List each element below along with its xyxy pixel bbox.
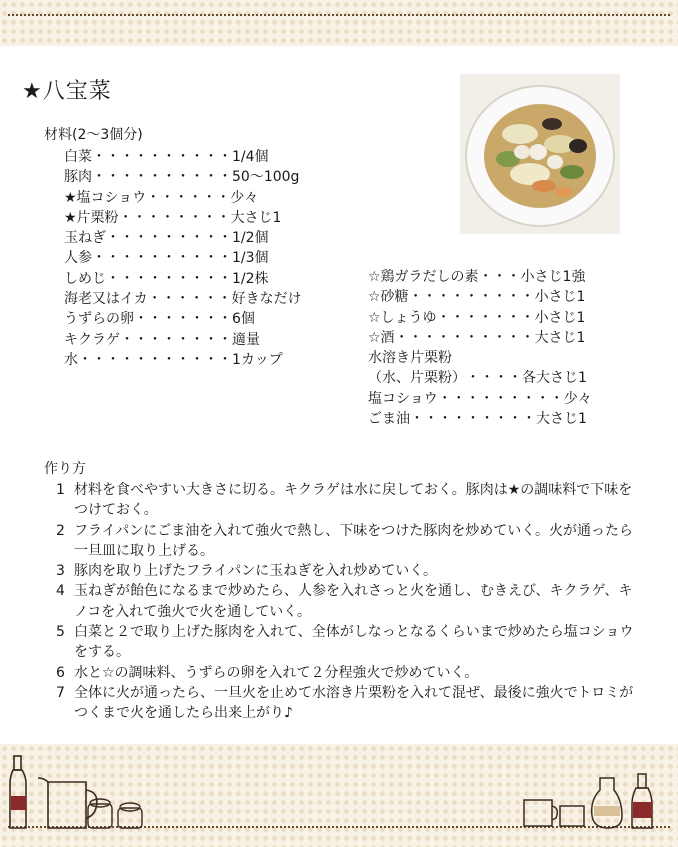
cups-and-bottles-illustration (518, 770, 668, 832)
step-number: 4 (56, 583, 65, 600)
ingredient-name: 海老又はイカ (64, 291, 148, 308)
seasoning-name: 塩コショウ (368, 390, 438, 407)
seasoning-leader-dots: ・・・・・・・・・ (408, 289, 535, 306)
ingredient-amount: 1/2株 (232, 270, 269, 287)
seasoning-row (368, 308, 628, 328)
step-number: 5 (56, 624, 65, 641)
ingredient-leader-dots: ・・・・・・・・・・ (92, 149, 232, 165)
ingredient-name: ★塩コショウ (64, 189, 147, 206)
seasoning-leader-dots: ・・・・ (466, 370, 522, 387)
ingredient-row (64, 330, 302, 350)
step-text: 豚肉を取り上げたフライパンに玉ねぎを入れ炒めていく。 (74, 563, 438, 580)
seasoning-name: ☆鶏ガラだしの素 (368, 269, 479, 285)
step-item (56, 480, 646, 521)
seasoning-row (368, 348, 628, 368)
ingredient-leader-dots: ・・・・・・・・・・ (92, 250, 232, 267)
ingredient-row (64, 269, 302, 289)
ingredient-row (64, 289, 302, 309)
step-item (56, 663, 646, 683)
ingredient-amount: 1/2個 (232, 230, 269, 247)
ingredient-leader-dots: ・・・・・・・・・ (106, 270, 232, 287)
ingredient-name: 豚肉 (64, 169, 92, 186)
seasoning-row (368, 389, 628, 409)
ingredient-row (64, 309, 302, 329)
seasoning-amount: 大さじ1 (534, 329, 586, 346)
spice-jars-illustration (84, 792, 154, 832)
seasoning-name: ☆酒 (368, 329, 395, 346)
ingredient-leader-dots: ・・・・・・・・・・ (92, 169, 232, 186)
ingredient-leader-dots: ・・・・・・・・ (118, 209, 231, 226)
ingredient-amount: 1/4個 (232, 149, 269, 165)
seasoning-leader-dots: ・・・・・・・・・ (410, 411, 536, 428)
ingredient-amount: 大さじ1 (230, 209, 282, 226)
step-item (56, 683, 646, 724)
seasoning-amount: 少々 (563, 390, 592, 407)
top-pattern-band (0, 0, 678, 46)
step-item (56, 561, 646, 581)
ingredient-row (64, 228, 302, 248)
dish-photo (460, 74, 620, 234)
seasoning-row (368, 328, 628, 348)
ingredient-leader-dots: ・・・・・・ (146, 189, 231, 206)
ingredient-amount: 適量 (232, 331, 260, 348)
step-number: 1 (56, 482, 65, 498)
step-number: 3 (56, 563, 65, 580)
ingredient-name: ★片栗粉 (64, 209, 119, 226)
ingredient-name: 白菜 (64, 149, 92, 165)
top-divider-line (8, 14, 670, 16)
ingredient-amount: 6個 (232, 311, 255, 328)
seasoning-row (368, 267, 628, 287)
ingredient-amount: 1/3個 (232, 250, 269, 267)
seasoning-amount: 各大さじ1 (522, 370, 587, 387)
step-list (56, 480, 646, 724)
materials-heading: 材料(2～3個分) (44, 127, 143, 143)
seasoning-name: 水溶き片栗粉 (368, 350, 452, 367)
step-text: 玉ねぎが飴色になるまで炒めたら、人参を入れさっと火を通し、むきえび、キクラゲ、キノコを入れて強火で火を通していく。 (74, 583, 633, 620)
method-heading: 作り方 (44, 461, 86, 477)
ingredient-leader-dots: ・・・・・・・・ (120, 331, 232, 348)
seasoning-amount: 大さじ1 (536, 411, 587, 428)
seasoning-row (368, 368, 628, 388)
step-item (56, 521, 646, 562)
step-text: 白菜と２で取り上げた豚肉を入れて、全体がしなっとなるくらいまで炒めたら塩コショウをする。 (74, 624, 634, 661)
ingredient-name: 水 (64, 351, 78, 368)
ingredient-amount: 少々 (230, 189, 259, 206)
step-text: 水と☆の調味料、うずらの卵を入れて２分程強火で炒めていく。 (74, 664, 479, 681)
ingredient-row (64, 248, 302, 268)
seasoning-row (368, 287, 628, 307)
seasoning-leader-dots: ・・・ (478, 269, 521, 285)
ingredient-name: しめじ (64, 270, 106, 287)
ingredient-row (64, 350, 302, 370)
ingredient-row (64, 188, 302, 208)
seasoning-name: （水、片栗粉） (368, 370, 466, 387)
step-item (56, 581, 646, 622)
seasoning-row (368, 409, 628, 429)
seasoning-name: ごま油 (368, 411, 410, 428)
step-text: フライパンにごま油を入れて強火で熱し、下味をつけた豚肉を炒めていく。火が通ったら一旦皿に取り上げる。 (74, 522, 634, 559)
step-item (56, 622, 646, 663)
ingredient-amount: 1カップ (232, 351, 283, 368)
ingredient-name: 人参 (64, 250, 92, 267)
seasoning-leader-dots: ・・・・・・・・・・ (394, 329, 535, 346)
ingredient-leader-dots: ・・・・・・・・・・・ (78, 351, 232, 368)
ingredient-row (64, 208, 302, 228)
seasoning-name: ☆砂糖 (368, 289, 409, 306)
step-number: 6 (56, 664, 65, 681)
ingredient-list (64, 147, 302, 370)
step-text: 材料を食べやすい大きさに切る。キクラゲは水に戻しておく。豚肉は★の調味料で下味をつけておく。 (74, 482, 633, 519)
ingredient-name: キクラゲ (64, 331, 120, 348)
ingredient-amount: 好きなだけ (231, 291, 302, 308)
seasoning-amount: 小さじ1 (534, 289, 586, 306)
ingredient-leader-dots: ・・・・・・・ (134, 311, 232, 328)
ingredient-leader-dots: ・・・・・・ (147, 291, 232, 308)
seasoning-amount: 小さじ1 (534, 309, 586, 326)
step-number: 2 (56, 522, 65, 539)
ingredient-name: うずらの卵 (64, 311, 134, 328)
recipe-title: ★八宝菜 (22, 79, 112, 104)
step-text: 全体に火が通ったら、一旦火を止めて水溶き片栗粉を入れて混ぜ、最後に強火でトロミがつくまで火を通したら出来上がり♪ (74, 684, 634, 722)
ingredient-name: 玉ねぎ (64, 230, 106, 247)
step-number: 7 (56, 684, 65, 701)
ingredient-leader-dots: ・・・・・・・・・ (106, 230, 232, 247)
seasoning-leader-dots: ・・・・・・・ (436, 309, 535, 326)
seasoning-name: ☆しょうゆ (368, 309, 437, 326)
seasoning-amount: 小さじ1強 (520, 269, 586, 285)
ingredient-row (64, 167, 302, 187)
seasoning-list (368, 267, 628, 429)
ingredient-row (64, 147, 302, 167)
seasoning-leader-dots: ・・・・・・・・・ (437, 390, 564, 407)
ingredient-amount: 50～100g (232, 169, 300, 186)
